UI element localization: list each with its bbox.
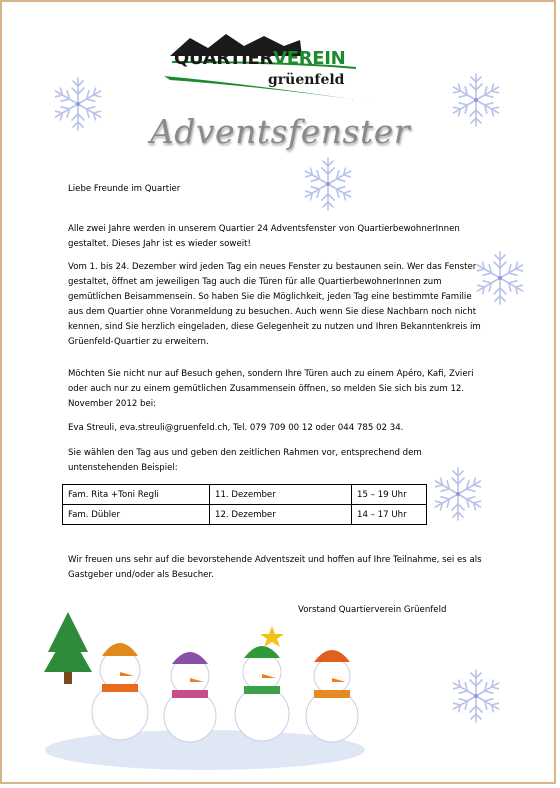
table-cell-family: Fam. Rita +Toni Regli (63, 485, 210, 505)
logo-subtitle: grüenfeld (268, 72, 345, 88)
signature: Vorstand Quartierverein Grüenfeld (298, 605, 447, 615)
table-cell-time: 15 – 19 Uhr (352, 485, 427, 505)
snowflake-icon (448, 72, 504, 128)
snowman-icon (164, 652, 216, 742)
snowman-icon (235, 626, 289, 741)
table-cell-time: 14 – 17 Uhr (352, 505, 427, 525)
table-cell-date: 12. Dezember (210, 505, 352, 525)
table-row (63, 505, 427, 525)
snowman-icon (306, 650, 358, 742)
paragraph-details: Vom 1. bis 24. Dezember wird jeden Tag ein neues Fenster zu bestaunen sein. Wer das Fenster gestaltet, öffnet am jeweiligen Tag auch die Türen für alle QuartierbewohnerInnen zum gemütlichen Beisammensein. So haben Sie die Möglichkeit, jeden Tag eine bestimmte Familie aus dem Quartier ohne Voranmeldung zu besuchen. Auch wenn Sie diese Nachbarn noch nicht kennen, sind Sie herzlich eingeladen, diese Gelegenheit zu nutzen und Ihren Bekanntenkreis im Grüenfeld-Quartier zu erweitern. (68, 262, 481, 347)
snowman-icon (92, 643, 148, 740)
paragraph-invitation: Möchten Sie nicht nur auf Besuch gehen, sondern Ihre Türen auch zu einem Apéro, Kafi, Zvieri oder auch nur zu einem gemütlichen Zusammensein öffnen, so melden Sie sich bis zum 12. November 2012 bei: (68, 369, 474, 409)
star-icon (260, 626, 284, 647)
greeting: Liebe Freunde im Quartier (68, 184, 181, 194)
paragraph-intro: Alle zwei Jahre werden in unserem Quartier 24 Adventsfenster von QuartierbewohnerInnen gestaltet. Dieses Jahr ist es wieder soweit! (68, 224, 460, 249)
snowflake-icon (300, 156, 356, 212)
christmas-tree-icon (44, 612, 92, 684)
logo-wordmark (174, 48, 345, 69)
quartierverein-logo (160, 32, 405, 112)
page-title: Adventsfenster (149, 112, 411, 151)
contact-line: Eva Streuli, eva.streuli@gruenfeld.ch, Tel. 079 709 00 12 oder 044 785 02 34. (68, 423, 404, 433)
snowflake-icon (448, 668, 504, 724)
paragraph-instructions: Sie wählen den Tag aus und geben den zeitlichen Rahmen vor, entsprechend dem untenstehenden Beispiel: (68, 448, 422, 473)
snowflake-icon (430, 466, 486, 522)
example-schedule-table (62, 484, 427, 525)
table-cell-family: Fam. Dübler (63, 505, 210, 525)
logo-part-quartier: QUARTIER (174, 48, 274, 69)
table-cell-date: 11. Dezember (210, 485, 352, 505)
logo-part-verein: VEREIN (273, 48, 346, 69)
snowmen-illustration (40, 612, 370, 772)
table-row (63, 485, 427, 505)
snowflake-icon (50, 76, 106, 132)
snowflake-icon (472, 250, 528, 306)
closing-paragraph: Wir freuen uns sehr auf die bevorstehende Adventszeit und hoffen auf Ihre Teilnahme, sei es als Gastgeber und/oder als Besucher. (68, 555, 482, 580)
